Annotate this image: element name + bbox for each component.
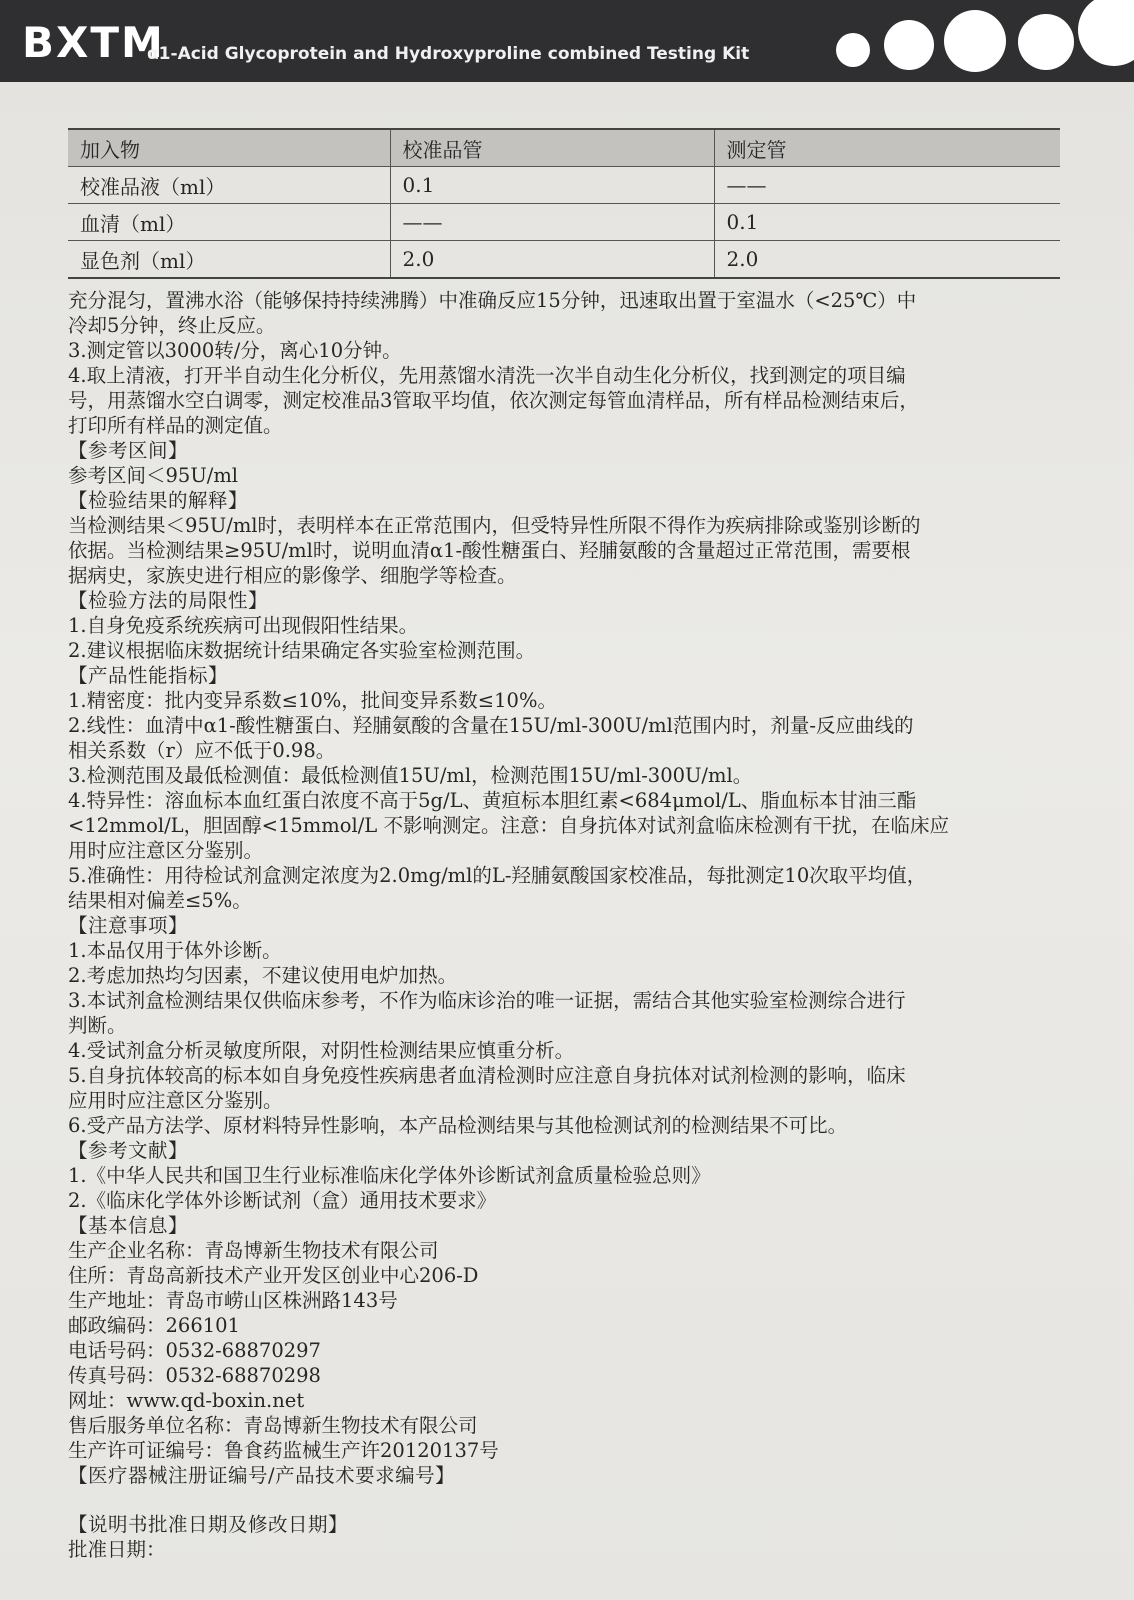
text-line: 2.线性：血清中α1-酸性糖蛋白、羟脯氨酸的含量在15U/ml-300U/ml范围内时，剂量-反应曲线的	[68, 714, 914, 737]
instructions-text	[68, 288, 1063, 1562]
table-header-cell: 校准品管	[390, 129, 714, 167]
table-cell: 2.0	[714, 241, 1060, 279]
brand-logo: BXTM	[22, 18, 165, 67]
text-line: 1.自身免疫系统疾病可出现假阳性结果。	[68, 614, 419, 637]
text-line: 传真号码：0532-68870298	[68, 1364, 321, 1387]
table-cell: 0.1	[714, 204, 1060, 241]
text-line: 3.检测范围及最低检测值：最低检测值15U/ml，检测范围15U/ml-300U/ml。	[68, 764, 753, 787]
text-line: 当检测结果＜95U/ml时，表明样本在正常范围内，但受特异性所限不得作为疾病排除或鉴别诊断的	[68, 514, 921, 537]
text-line: 5.自身抗体较高的标本如自身免疫性疾病患者血清检测时应注意自身抗体对试剂检测的影响，临床	[68, 1064, 906, 1087]
text-line: 网址：www.qd-boxin.net	[68, 1389, 305, 1412]
table-cell: ——	[714, 167, 1060, 204]
section-heading: 【基本信息】	[68, 1214, 189, 1237]
text-line: 1.本品仅用于体外诊断。	[68, 939, 282, 962]
text-line: 4.取上清液，打开半自动生化分析仪，先用蒸馏水清洗一次半自动生化分析仪，找到测定的项目编	[68, 364, 906, 387]
text-line: 4.受试剂盒分析灵敏度所限，对阴性检测结果应慎重分析。	[68, 1039, 575, 1062]
text-line: 4.特异性：溶血标本血红蛋白浓度不高于5g/L、黄疸标本胆红素<684μmol/L、脂血标本甘油三酯	[68, 789, 917, 812]
table-header-cell: 加入物	[68, 129, 390, 167]
text-line: 住所：青岛高新技术产业开发区创业中心206-D	[68, 1264, 479, 1287]
reagent-table	[68, 128, 1060, 279]
text-line: 据病史，家族史进行相应的影像学、细胞学等检查。	[68, 564, 517, 587]
product-title: α1-Acid Glycoprotein and Hydroxyproline combined Testing Kit	[147, 44, 750, 64]
table-cell: ——	[390, 204, 714, 241]
table-header-cell: 测定管	[714, 129, 1060, 167]
text-line: 电话号码：0532-68870297	[68, 1339, 321, 1362]
text-line: 充分混匀，置沸水浴（能够保持持续沸腾）中准确反应15分钟，迅速取出置于室温水（<25℃）中	[68, 289, 917, 312]
header-bar	[0, 0, 1134, 82]
text-line: 生产企业名称：青岛博新生物技术有限公司	[68, 1239, 439, 1262]
text-line: 应用时应注意区分鉴别。	[68, 1089, 283, 1112]
text-line: 邮政编码：266101	[68, 1314, 240, 1337]
section-heading: 【参考文献】	[68, 1139, 189, 1162]
text-line: 用时应注意区分鉴别。	[68, 839, 264, 862]
text-line: 结果相对偏差≤5%。	[68, 889, 252, 912]
section-heading: 【参考区间】	[68, 439, 189, 462]
text-line: 生产地址：青岛市崂山区株洲路143号	[68, 1289, 398, 1312]
text-line: 批准日期：	[68, 1538, 166, 1561]
text-line: 3.测定管以3000转/分，离心10分钟。	[68, 339, 402, 362]
table-cell: 血清（ml）	[68, 204, 390, 241]
text-line: 6.受产品方法学、原材料特异性影响，本产品检测结果与其他检测试剂的检测结果不可比。	[68, 1114, 848, 1137]
text-line: 冷却5分钟，终止反应。	[68, 314, 276, 337]
section-heading: 【说明书批准日期及修改日期】	[68, 1513, 349, 1536]
text-line: 5.准确性：用待检试剂盒测定浓度为2.0mg/ml的L-羟脯氨酸国家校准品，每批测定10次取平均值，	[68, 864, 927, 887]
text-line: 1.《中华人民共和国卫生行业标准临床化学体外诊断试剂盒质量检验总则》	[68, 1164, 711, 1187]
blank-line	[68, 1488, 1063, 1512]
text-line: 2.《临床化学体外诊断试剂（盒）通用技术要求》	[68, 1189, 497, 1212]
text-line: 生产许可证编号：鲁食药监械生产许20120137号	[68, 1439, 499, 1462]
section-heading: 【检验方法的局限性】	[68, 589, 269, 612]
table-cell: 2.0	[390, 241, 714, 279]
text-line: 2.建议根据临床数据统计结果确定各实验室检测范围。	[68, 639, 536, 662]
section-heading: 【医疗器械注册证编号/产品技术要求编号】	[68, 1464, 456, 1487]
table-cell: 0.1	[390, 167, 714, 204]
text-line: <12mmol/L，胆固醇<15mmol/L 不影响测定。注意：自身抗体对试剂盒临床检测有干扰，在临床应	[68, 814, 949, 837]
section-heading: 【注意事项】	[68, 914, 189, 937]
table-cell: 显色剂（ml）	[68, 241, 390, 279]
table-row	[68, 204, 1060, 241]
decor-circle-2	[884, 20, 934, 70]
section-heading: 【产品性能指标】	[68, 664, 229, 687]
text-line: 相关系数（r）应不低于0.98。	[68, 739, 336, 762]
table-row	[68, 167, 1060, 204]
text-line: 参考区间＜95U/ml	[68, 464, 239, 487]
text-line: 2.考虑加热均匀因素，不建议使用电炉加热。	[68, 964, 458, 987]
table-header-row	[68, 129, 1060, 167]
text-line: 依据。当检测结果≥95U/ml时，说明血清α1-酸性糖蛋白、羟脯氨酸的含量超过正常范围，需要根	[68, 539, 911, 562]
decor-circle-3	[944, 10, 1006, 72]
text-line: 售后服务单位名称：青岛博新生物技术有限公司	[68, 1414, 478, 1437]
section-heading: 【检验结果的解释】	[68, 489, 249, 512]
decor-circle-5	[1078, 0, 1134, 66]
text-line: 号，用蒸馏水空白调零，测定校准品3管取平均值，依次测定每管血清样品，所有样品检测结束后，	[68, 389, 919, 412]
decor-circle-1	[836, 33, 870, 67]
text-line: 打印所有样品的测定值。	[68, 414, 283, 437]
text-line: 1.精密度：批内变异系数≤10%，批间变异系数≤10%。	[68, 689, 557, 712]
text-line: 3.本试剂盒检测结果仅供临床参考，不作为临床诊治的唯一证据，需结合其他实验室检测综合进行	[68, 989, 906, 1012]
table-cell: 校准品液（ml）	[68, 167, 390, 204]
decor-circle-4	[1018, 14, 1074, 70]
table-row	[68, 241, 1060, 279]
text-line: 判断。	[68, 1014, 127, 1037]
